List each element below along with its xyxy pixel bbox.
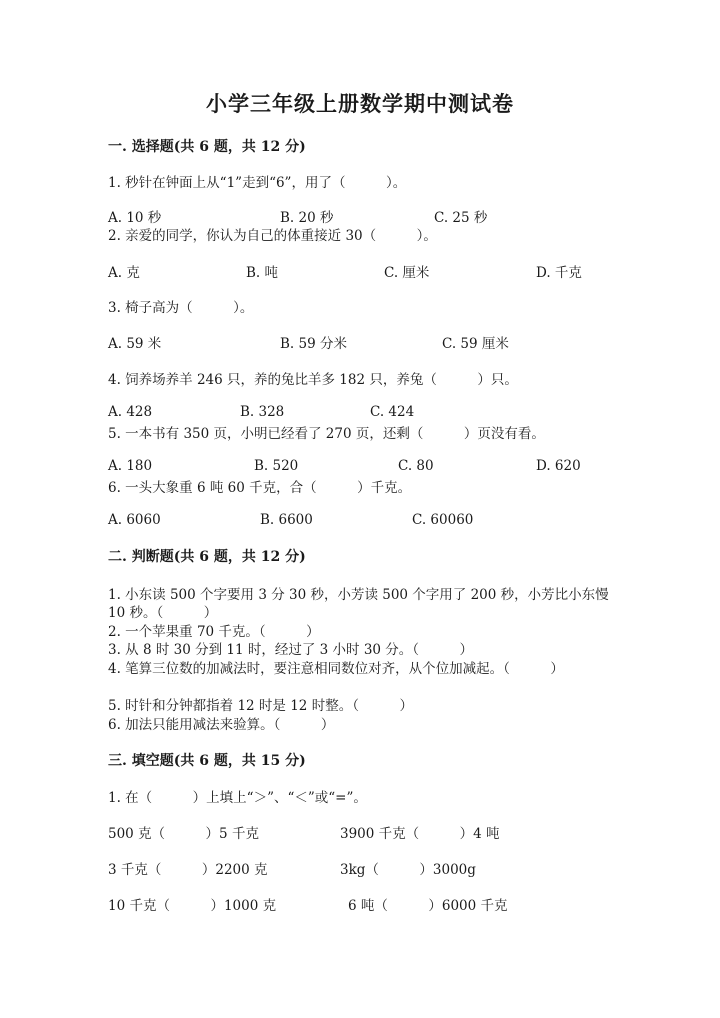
option-b[interactable]: B. 吨	[246, 265, 279, 281]
section-heading-choice: 一. 选择题(共 6 题，共 12 分)	[108, 139, 306, 155]
fill-item: 6 吨（ ）6000 千克	[348, 898, 508, 914]
page-title: 小学三年级上册数学期中测试卷	[206, 91, 514, 116]
option-c[interactable]: C. 80	[398, 458, 434, 474]
option-d[interactable]: D. 千克	[536, 265, 582, 281]
option-c[interactable]: C. 59 厘米	[442, 336, 509, 352]
question-text: 5. 一本书有 350 页，小明已经看了 270 页，还剩（ ）页没有看。	[108, 426, 545, 442]
option-c[interactable]: C. 424	[370, 404, 415, 420]
option-b[interactable]: B. 59 分米	[280, 336, 347, 352]
option-c[interactable]: C. 25 秒	[434, 210, 488, 226]
judgement-item: 4. 笔算三位数的加减法时，要注意相同数位对齐，从个位加减起。（ ）	[108, 661, 564, 677]
option-c[interactable]: C. 60060	[412, 512, 474, 528]
option-a[interactable]: A. 10 秒	[108, 210, 162, 226]
option-a[interactable]: A. 克	[108, 265, 140, 281]
judgement-item: 6. 加法只能用减法来验算。（ ）	[108, 717, 335, 733]
fill-item: 3 千克（ ）2200 克	[108, 862, 268, 878]
option-b[interactable]: B. 20 秒	[280, 210, 334, 226]
option-b[interactable]: B. 6600	[260, 512, 313, 528]
judgement-item: 10 秒。（ ）	[108, 605, 218, 621]
option-a[interactable]: A. 428	[108, 404, 153, 420]
fill-item: 3kg（ ）3000g	[340, 862, 476, 878]
option-a[interactable]: A. 6060	[108, 512, 161, 528]
fill-item: 500 克（ ）5 千克	[108, 826, 259, 842]
option-d[interactable]: D. 620	[536, 458, 581, 474]
question-text: 1. 秒针在钟面上从“1”走到“6”，用了（ ）。	[108, 175, 407, 191]
question-text: 2. 亲爱的同学，你认为自己的体重接近 30（ ）。	[108, 228, 437, 244]
question-text: 6. 一头大象重 6 吨 60 千克，合（ ）千克。	[108, 480, 412, 496]
fill-item: 3900 千克（ ）4 吨	[340, 826, 500, 842]
option-c[interactable]: C. 厘米	[384, 265, 430, 281]
option-a[interactable]: A. 59 米	[108, 336, 162, 352]
judgement-item: 2. 一个苹果重 70 千克。（ ）	[108, 624, 320, 640]
judgement-item: 3. 从 8 时 30 分到 11 时，经过了 3 小时 30 分。（ ）	[108, 642, 474, 658]
option-b[interactable]: B. 520	[254, 458, 299, 474]
question-text: 4. 饲养场养羊 246 只，养的兔比羊多 182 只，养兔（ ）只。	[108, 372, 518, 388]
section-heading-judgement: 二. 判断题(共 6 题，共 12 分)	[108, 549, 306, 565]
judgement-item: 1. 小东读 500 个字要用 3 分 30 秒，小芳读 500 个字用了 200 秒，小芳比小东慢	[108, 587, 609, 603]
option-a[interactable]: A. 180	[108, 458, 153, 474]
section-heading-fill: 三. 填空题(共 6 题，共 15 分)	[108, 753, 306, 769]
fill-intro: 1. 在（ ）上填上“＞”、“＜”或“=”。	[108, 790, 367, 806]
question-text: 3. 椅子高为（ ）。	[108, 300, 254, 316]
option-b[interactable]: B. 328	[240, 404, 285, 420]
fill-item: 10 千克（ ）1000 克	[108, 898, 277, 914]
judgement-item: 5. 时针和分钟都指着 12 时是 12 时整。（ ）	[108, 698, 413, 714]
